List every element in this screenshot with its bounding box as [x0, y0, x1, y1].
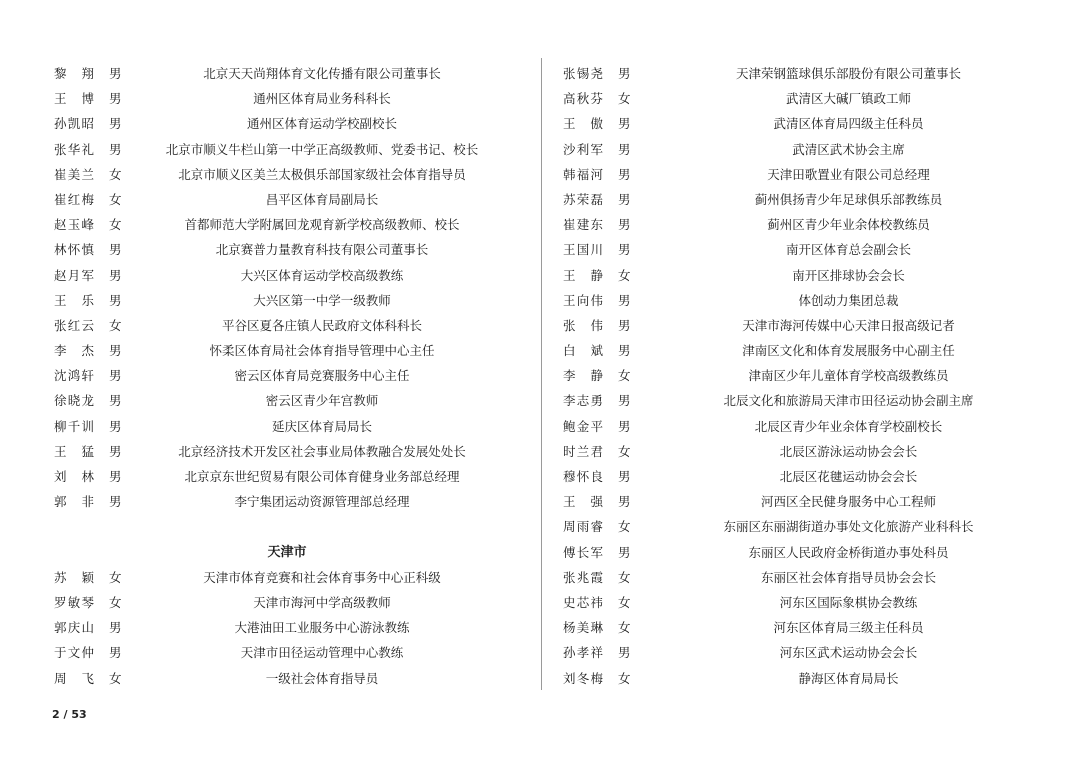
person-name: 时兰君 [563, 443, 603, 459]
person-sex: 女 [618, 267, 631, 283]
person-name: 张锡尧 [563, 66, 603, 81]
person-sex: 男 [618, 494, 631, 510]
person-title: 南开区排球协会会长 [792, 267, 905, 283]
person-sex: 女 [618, 519, 631, 535]
person-sex: 女 [618, 670, 631, 686]
list-item [561, 263, 1031, 288]
list-item [561, 187, 1031, 212]
person-title: 河东区武术运动协会会长 [779, 645, 918, 661]
person-name: 沈鸿轩 [54, 368, 94, 384]
list-item [561, 666, 1031, 691]
person-title: 怀柔区体育局社会体育指导管理中心主任 [209, 343, 435, 359]
person-name: 刘 林 [54, 469, 94, 484]
person-sex: 男 [109, 343, 122, 359]
list-item [561, 489, 1031, 514]
person-title: 大兴区体育运动学校高级教练 [240, 267, 404, 283]
person-name: 韩福河 [563, 166, 603, 182]
person-name: 穆怀良 [563, 469, 603, 484]
person-sex: 女 [618, 443, 631, 459]
person-title: 东丽区社会体育指导员协会会长 [760, 569, 936, 585]
person-name: 于文仲 [54, 645, 94, 661]
person-name: 苏荣磊 [563, 191, 603, 207]
person-sex: 女 [109, 191, 122, 207]
tianjin-list-left [52, 565, 530, 691]
person-sex: 男 [618, 469, 631, 484]
person-sex: 男 [109, 494, 122, 510]
person-sex: 男 [109, 443, 122, 459]
person-title: 北辰区花毽运动协会会长 [779, 469, 918, 484]
person-sex: 女 [618, 368, 631, 384]
person-name: 郭庆山 [54, 620, 94, 636]
person-title: 天津市海河传媒中心天津日报高级记者 [742, 317, 955, 333]
person-title: 武清区体育局四级主任科员 [773, 116, 924, 132]
person-name: 张华礼 [54, 141, 94, 157]
person-title: 河西区全民健身服务中心工程师 [760, 494, 936, 510]
person-sex: 女 [109, 217, 122, 233]
person-title: 东丽区东丽湖街道办事处文化旅游产业科科长 [723, 519, 974, 535]
list-item [561, 439, 1031, 464]
person-name: 赵玉峰 [54, 217, 94, 233]
section-heading-text: 天津市 [267, 544, 307, 560]
person-name: 王 傲 [563, 116, 603, 132]
person-name: 刘冬梅 [563, 670, 603, 686]
person-title: 天津市海河中学高级教师 [253, 594, 391, 610]
person-name: 苏 颖 [54, 569, 94, 585]
person-title: 通州区体育运动学校副校长 [246, 116, 397, 132]
person-name: 王 博 [54, 91, 94, 107]
person-title: 首都师范大学附属回龙观育新学校高级教师、校长 [184, 217, 460, 233]
list-item [561, 137, 1031, 162]
list-item [52, 137, 530, 162]
person-sex: 男 [109, 141, 122, 157]
person-sex: 女 [618, 91, 631, 107]
list-item [52, 388, 530, 413]
list-item [561, 414, 1031, 439]
person-name: 赵月军 [54, 267, 94, 283]
person-sex: 男 [618, 242, 631, 258]
person-name: 林怀慎 [54, 242, 94, 258]
person-sex: 男 [618, 116, 631, 132]
person-sex: 女 [618, 594, 631, 610]
person-title: 河东区体育局三级主任科员 [773, 620, 924, 636]
person-name: 王 静 [563, 267, 603, 283]
person-sex: 男 [109, 292, 122, 308]
person-name: 李 静 [563, 368, 603, 384]
person-name: 孙孝祥 [563, 645, 603, 661]
person-sex: 女 [109, 166, 122, 182]
person-sex: 男 [109, 620, 122, 636]
person-name: 黎 翔 [54, 66, 94, 81]
left-column [52, 61, 530, 691]
list-item [561, 464, 1031, 489]
person-name: 张兆霞 [563, 569, 603, 585]
person-sex: 女 [109, 594, 122, 610]
list-item [52, 86, 530, 111]
person-name: 崔美兰 [54, 166, 94, 182]
person-title: 北京市顺义牛栏山第一中学正高级教师、党委书记、校长 [165, 141, 479, 157]
person-name: 王 乐 [54, 292, 94, 308]
list-item [52, 111, 530, 136]
person-title: 天津市田径运动管理中心教练 [240, 645, 404, 661]
person-title: 北京京东世纪贸易有限公司体育健身业务部总经理 [184, 469, 460, 484]
person-sex: 男 [109, 645, 122, 661]
list-item [52, 338, 530, 363]
person-title: 北辰区青少年业余体育学校副校长 [754, 418, 943, 434]
list-item [561, 86, 1031, 111]
list-item [561, 540, 1031, 565]
person-sex: 男 [618, 217, 631, 233]
person-name: 鲍金平 [563, 418, 603, 434]
person-name: 郭 非 [54, 494, 94, 510]
person-sex: 男 [109, 91, 122, 107]
person-title: 南开区体育总会副会长 [785, 242, 911, 258]
person-name: 崔建东 [563, 217, 603, 233]
list-item [52, 263, 530, 288]
person-title: 体创动力集团总裁 [798, 292, 899, 308]
list-item [561, 288, 1031, 313]
section-spacer [52, 514, 530, 539]
person-name: 王 强 [563, 494, 603, 510]
column-divider [541, 58, 542, 690]
list-item [561, 212, 1031, 237]
person-sex: 男 [109, 116, 122, 132]
person-sex: 男 [109, 267, 122, 283]
person-title: 北京赛普力量教育科技有限公司董事长 [215, 242, 429, 258]
list-item [561, 162, 1031, 187]
person-name: 柳千训 [54, 418, 94, 434]
person-title: 静海区体育局局长 [798, 670, 899, 686]
person-sex: 男 [618, 166, 631, 182]
list-item [52, 212, 530, 237]
person-sex: 男 [109, 242, 122, 258]
person-name: 沙利军 [563, 141, 603, 157]
list-item [561, 565, 1031, 590]
person-title: 蓟州俱扬青少年足球俱乐部教练员 [754, 191, 943, 207]
person-sex: 男 [109, 418, 122, 434]
person-title: 李宁集团运动资源管理部总经理 [234, 494, 410, 510]
person-sex: 男 [618, 292, 631, 308]
person-name: 崔红梅 [54, 191, 94, 207]
person-sex: 女 [109, 569, 122, 585]
list-item [561, 363, 1031, 388]
person-name: 徐晓龙 [54, 393, 94, 409]
person-name: 张 伟 [563, 317, 603, 333]
list-item [52, 162, 530, 187]
section-heading-tianjin [52, 540, 530, 565]
person-title: 河东区国际象棋协会教练 [779, 594, 918, 610]
list-item [561, 514, 1031, 539]
person-title: 天津荣钢篮球俱乐部股份有限公司董事长 [735, 66, 961, 81]
person-name: 罗敏琴 [54, 594, 94, 610]
list-item [52, 237, 530, 262]
list-item [52, 313, 530, 338]
person-name: 张红云 [54, 317, 94, 333]
person-title: 天津田歌置业有限公司总经理 [767, 166, 930, 182]
person-title: 津南区少年儿童体育学校高级教练员 [748, 368, 949, 384]
person-sex: 男 [618, 343, 631, 359]
person-title: 北辰区游泳运动协会会长 [779, 443, 918, 459]
right-column [561, 61, 1031, 691]
person-name: 王 猛 [54, 443, 94, 459]
person-name: 李志勇 [563, 393, 603, 409]
list-item [52, 640, 530, 665]
beijing-list [52, 61, 530, 514]
person-sex: 女 [618, 620, 631, 636]
person-name: 李 杰 [54, 343, 94, 359]
person-title: 昌平区体育局副局长 [265, 191, 379, 207]
list-item [52, 489, 530, 514]
list-item [561, 111, 1031, 136]
list-item [561, 61, 1031, 86]
list-item [52, 187, 530, 212]
person-title: 大港油田工业服务中心游泳教练 [234, 620, 410, 636]
list-item [561, 338, 1031, 363]
person-name: 王向伟 [563, 292, 603, 308]
person-name: 王国川 [563, 242, 603, 258]
person-sex: 男 [618, 393, 631, 409]
person-title: 平谷区夏各庄镇人民政府文体科科长 [221, 317, 422, 333]
person-title: 通州区体育局业务科科长 [253, 91, 391, 107]
list-item [561, 388, 1031, 413]
list-item [52, 615, 530, 640]
person-sex: 男 [618, 645, 631, 661]
list-item [561, 313, 1031, 338]
person-name: 白 斌 [563, 343, 603, 359]
person-name: 高秋芬 [563, 91, 603, 107]
list-item [52, 439, 530, 464]
person-title: 蓟州区青少年业余体校教练员 [767, 217, 930, 233]
person-title: 北京经济技术开发区社会事业局体教融合发展处处长 [178, 443, 466, 459]
person-sex: 男 [618, 544, 631, 560]
person-name: 杨美琳 [563, 620, 603, 636]
person-name: 周 飞 [54, 670, 94, 686]
list-item [52, 590, 530, 615]
person-title: 北辰文化和旅游局天津市田径运动协会副主席 [723, 393, 974, 409]
person-title: 北京天天尚翔体育文化传播有限公司董事长 [203, 66, 441, 81]
person-sex: 男 [618, 141, 631, 157]
tianjin-list-right [561, 61, 1031, 691]
list-item [52, 464, 530, 489]
list-item [561, 237, 1031, 262]
page-number: 2 / 53 [52, 708, 87, 721]
person-sex: 女 [109, 317, 122, 333]
person-sex: 男 [618, 191, 631, 207]
person-sex: 男 [618, 418, 631, 434]
person-title: 东丽区人民政府金桥街道办事处科员 [748, 544, 949, 560]
person-title: 延庆区体育局局长 [271, 418, 372, 434]
person-title: 武清区武术协会主席 [792, 141, 905, 157]
list-item [52, 414, 530, 439]
person-title: 大兴区第一中学一级教师 [253, 292, 391, 308]
person-sex: 女 [618, 569, 631, 585]
person-sex: 女 [109, 670, 122, 686]
person-title: 天津市体育竞赛和社会体育事务中心正科级 [203, 569, 441, 585]
person-title: 北京市顺义区美兰太极俱乐部国家级社会体育指导员 [178, 166, 466, 182]
person-sex: 男 [618, 317, 631, 333]
list-item [561, 615, 1031, 640]
list-item [52, 565, 530, 590]
person-name: 周雨睿 [563, 519, 603, 535]
list-item [52, 288, 530, 313]
list-item [52, 61, 530, 86]
person-sex: 男 [618, 66, 631, 81]
person-name: 史芯祎 [563, 594, 603, 610]
person-title: 津南区文化和体育发展服务中心副主任 [742, 343, 955, 359]
list-item [561, 640, 1031, 665]
person-sex: 男 [109, 393, 122, 409]
person-title: 武清区大碱厂镇政工师 [785, 91, 911, 107]
person-title: 一级社会体育指导员 [265, 670, 379, 686]
person-sex: 男 [109, 469, 122, 484]
list-item [561, 590, 1031, 615]
person-sex: 男 [109, 368, 122, 384]
list-item [52, 363, 530, 388]
person-title: 密云区体育局竞赛服务中心主任 [234, 368, 410, 384]
person-title: 密云区青少年宫教师 [265, 393, 379, 409]
person-name: 傅长军 [563, 544, 603, 560]
person-name: 孙凯昭 [54, 116, 94, 132]
person-sex: 男 [109, 66, 122, 81]
list-item [52, 666, 530, 691]
